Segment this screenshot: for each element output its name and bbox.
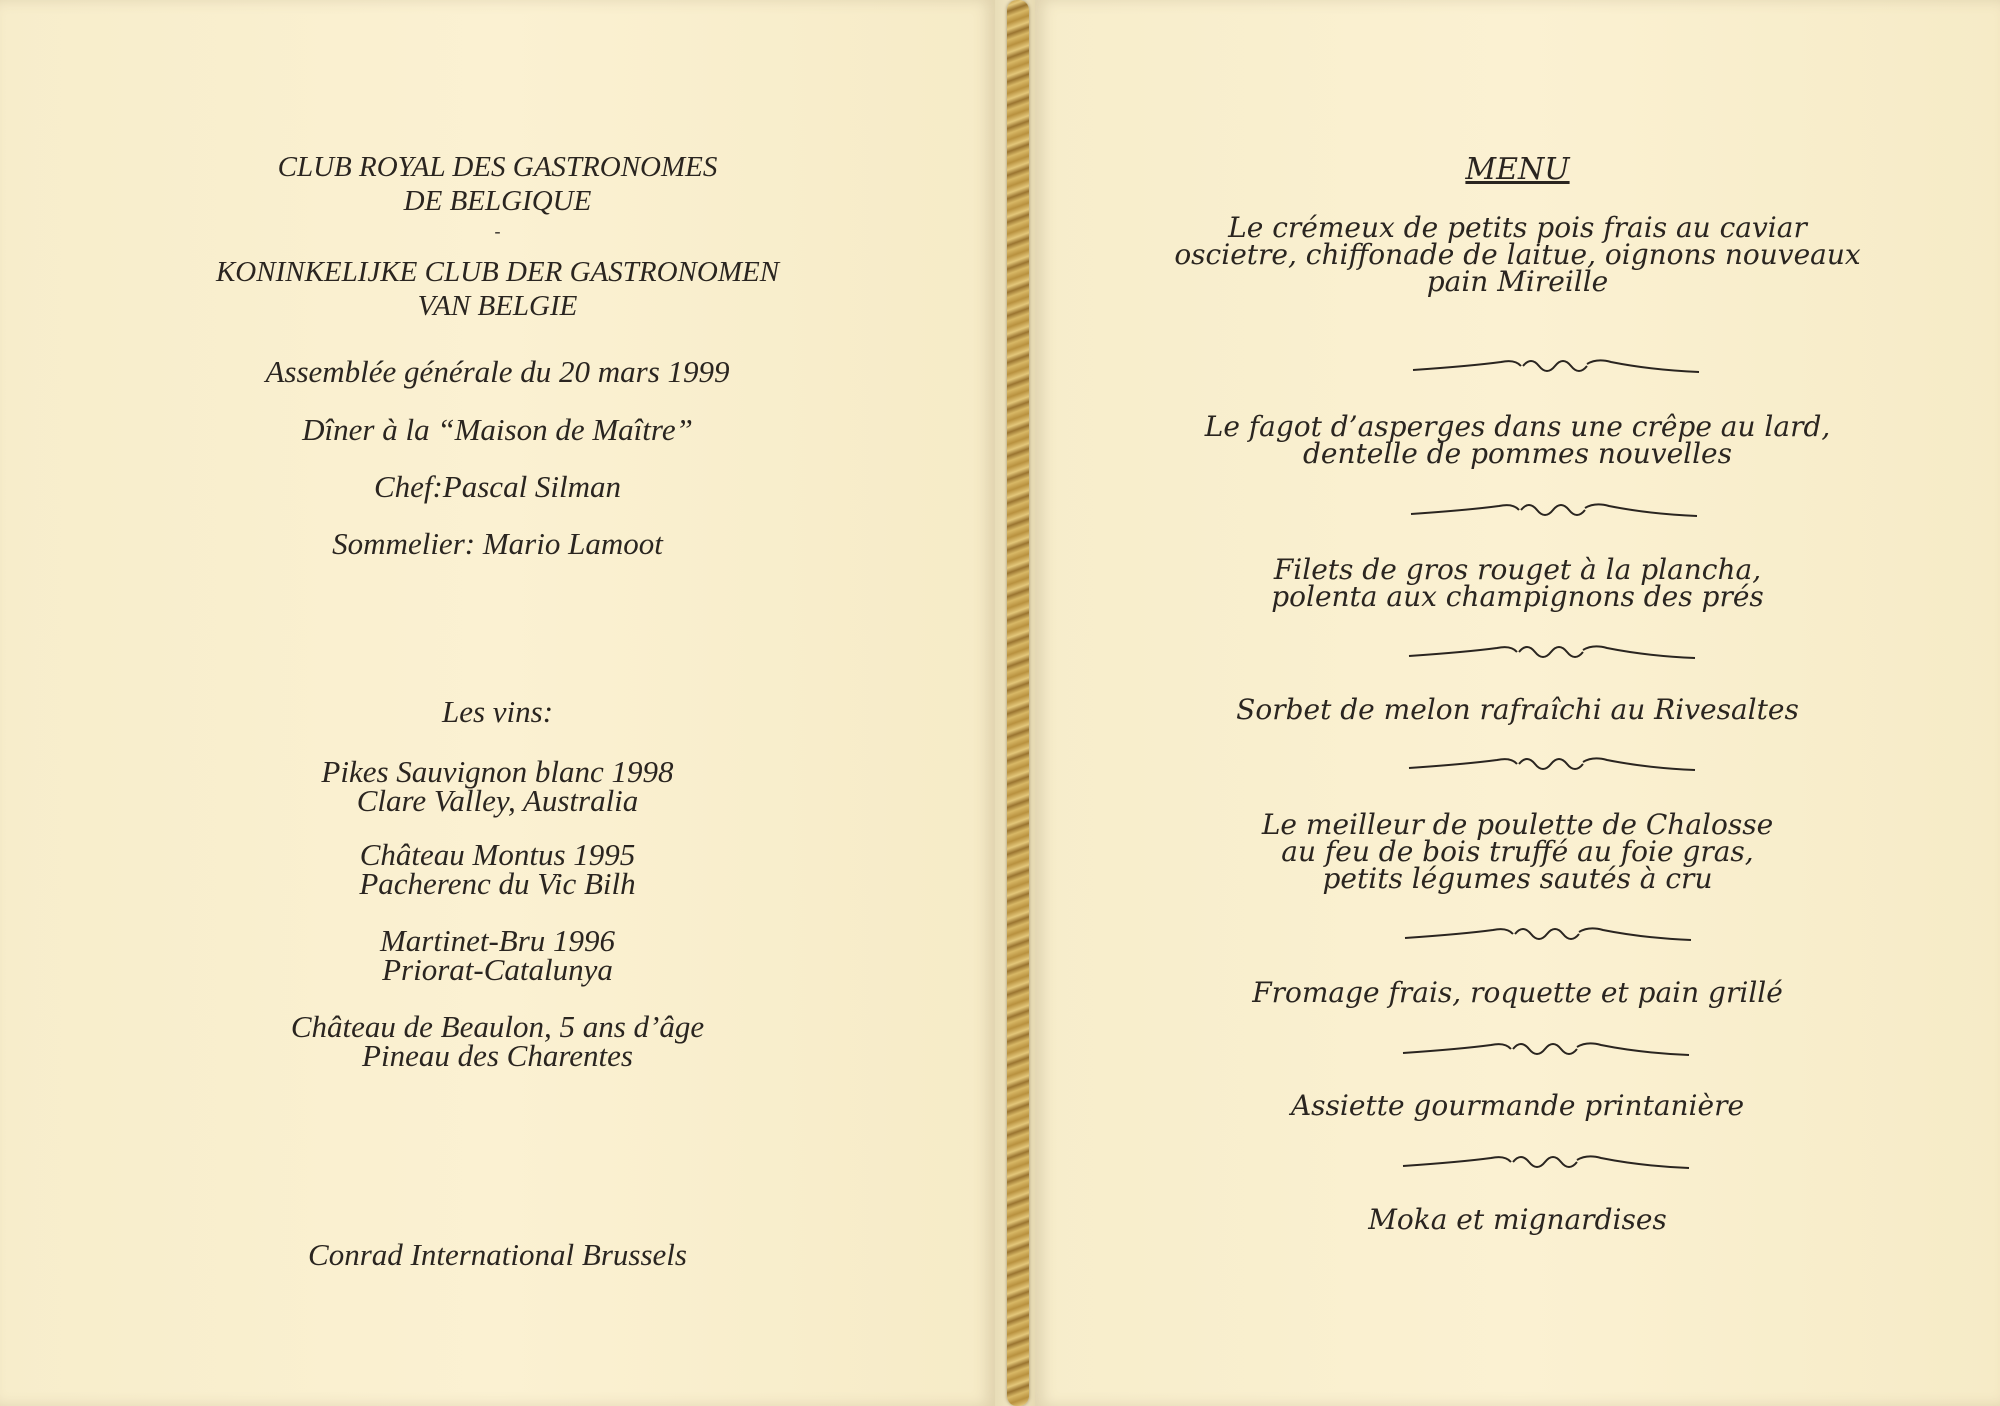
course-7 <box>1035 1089 2000 1122</box>
course-line: polenta aux champignons des prés <box>1271 580 1764 613</box>
ornament-divider-icon <box>1401 1148 1691 1178</box>
course-2 <box>1035 410 2000 470</box>
ornament-divider-icon <box>1407 750 1697 780</box>
course-line: pain Mireille <box>1426 265 1609 298</box>
left-page <box>0 0 995 1406</box>
wine-name: Château Montus 1995 <box>359 837 636 872</box>
wine-origin: Pacherenc du Vic Bilh <box>359 866 636 901</box>
course-8 <box>1035 1203 2000 1236</box>
course-3 <box>1035 553 2000 613</box>
course-line: dentelle de pommes nouvelles <box>1302 437 1732 470</box>
course-line: Assiette gourmande printanière <box>1290 1089 1745 1122</box>
club-name-fr-line: CLUB ROYAL DES GASTRONOMES <box>277 151 718 183</box>
course-line: au feu de bois truffé au foie gras, <box>1281 835 1754 868</box>
wine-name: Pikes Sauvignon blanc 1998 <box>321 754 674 789</box>
right-page <box>1035 0 2000 1406</box>
wine-name: Martinet-Bru 1996 <box>379 923 616 958</box>
club-name-nl <box>0 255 995 323</box>
ornament-divider-icon <box>1409 496 1699 526</box>
wine-origin: Pineau des Charentes <box>362 1038 633 1073</box>
chef-name: Chef:Pascal Silman <box>373 469 622 504</box>
course-line: Le crémeux de petits pois frais au caviar <box>1228 211 1807 244</box>
course-line: Le meilleur de poulette de Chalosse <box>1261 808 1774 841</box>
wine-item <box>0 1009 995 1073</box>
wine-origin: Priorat-Catalunya <box>382 952 613 987</box>
ornament-divider-icon <box>1403 920 1693 950</box>
assembly-date: Assemblée générale du 20 mars 1999 <box>265 354 730 389</box>
course-line: Filets de gros rouget à la plancha, <box>1273 553 1762 586</box>
course-1 <box>1035 211 2000 298</box>
course-line: petits légumes sautés à cru <box>1322 862 1713 895</box>
ornament-divider-icon <box>1401 1035 1691 1065</box>
club-name-nl-line: VAN BELGIE <box>417 290 578 322</box>
course-line: Sorbet de melon rafraîchi au Rivesaltes <box>1236 693 1799 726</box>
course-5 <box>1035 808 2000 895</box>
club-name-fr <box>0 150 995 218</box>
wine-item <box>0 923 995 987</box>
club-name-fr-line: DE BELGIQUE <box>403 185 592 217</box>
course-6 <box>1035 976 2000 1009</box>
wines-heading: Les vins: <box>441 694 554 729</box>
course-line: Moka et mignardises <box>1368 1203 1667 1236</box>
wine-item <box>0 754 995 818</box>
wine-item <box>0 837 995 901</box>
binding-cord <box>1007 0 1029 1406</box>
hotel-name: Conrad International Brussels <box>308 1237 687 1272</box>
ornament-divider-icon <box>1411 352 1701 382</box>
wine-name: Château de Beaulon, 5 ans d’âge <box>290 1009 705 1044</box>
course-line: Fromage frais, roquette et pain grillé <box>1252 976 1783 1009</box>
wine-origin: Clare Valley, Australia <box>356 783 639 818</box>
course-4 <box>1035 693 2000 726</box>
club-name-nl-line: KONINKELIJKE CLUB DER GASTRONOMEN <box>215 256 780 288</box>
sommelier-name: Sommelier: Mario Lamoot <box>332 526 663 561</box>
ornament-divider-icon <box>1407 638 1697 668</box>
course-line: Le fagot d’asperges dans une crêpe au lard, <box>1204 410 1831 443</box>
course-line: oscietre, chiffonade de laitue, oignons nouveaux <box>1174 238 1861 271</box>
dinner-venue: Dîner à la “Maison de Maître” <box>302 412 693 447</box>
title-separator: - <box>494 221 501 241</box>
menu-title: MENU <box>1465 152 1570 187</box>
